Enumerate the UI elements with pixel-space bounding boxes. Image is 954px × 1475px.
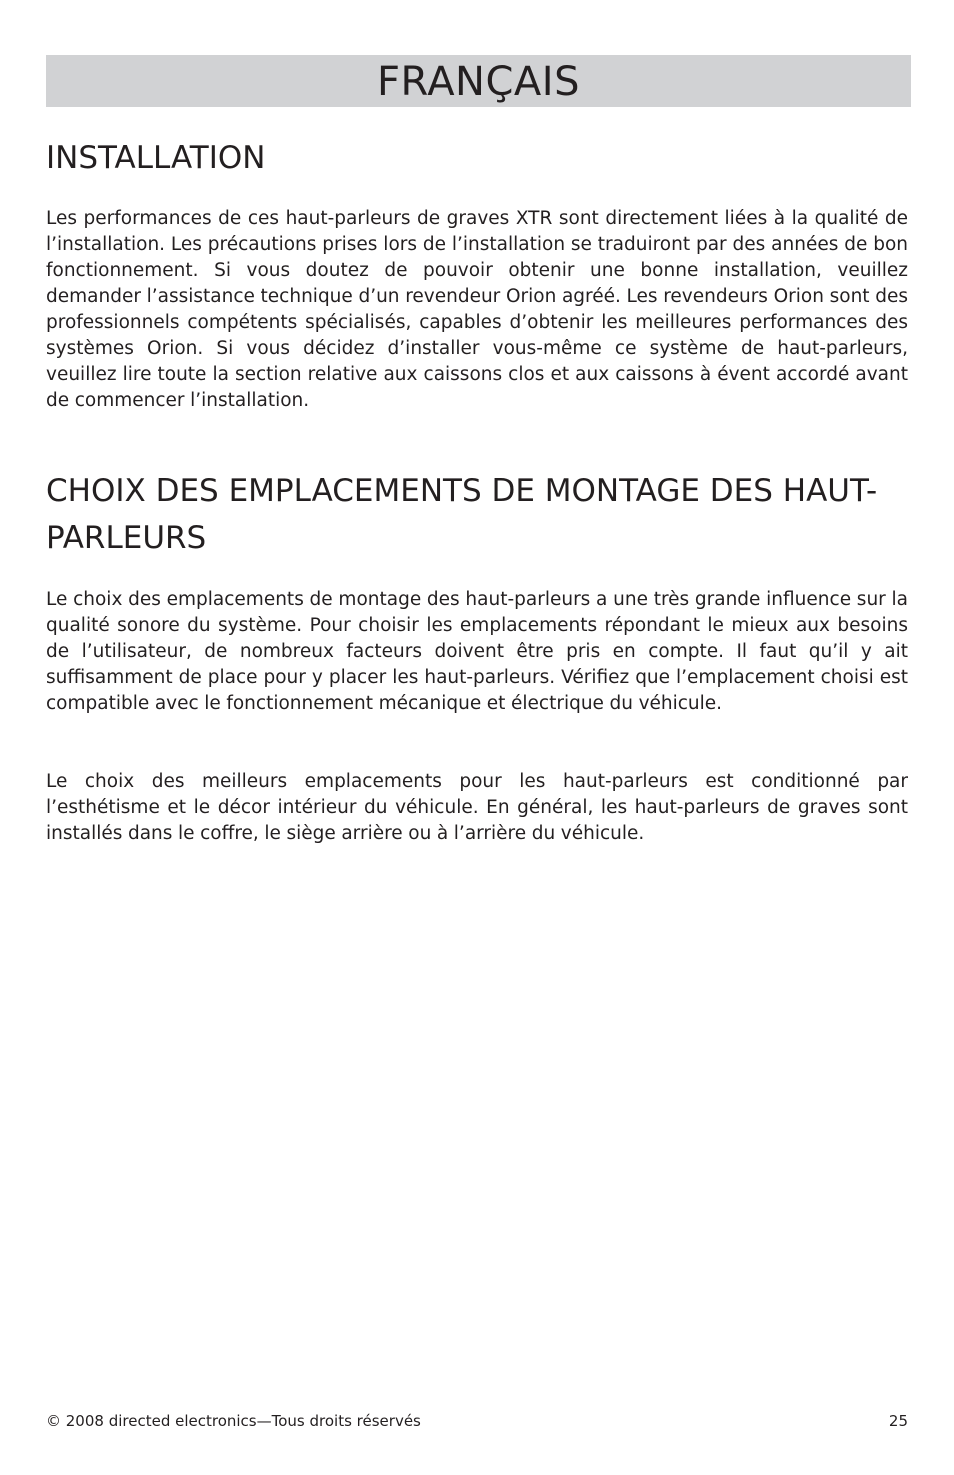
section-heading-installation: INSTALLATION <box>46 140 266 176</box>
footer-copyright: © 2008 directed electronics—Tous droits réservés <box>46 1412 421 1430</box>
section-heading-speaker-placement: CHOIX DES EMPLACEMENTS DE MONTAGE DES HAUT-PARLEURS <box>46 473 878 556</box>
paragraph-placement-1: Le choix des emplacements de montage des haut-parleurs a une très grande influence sur la qualité sonore du système. Pour choisir les emplacements répondant le mieux aux besoins de l’utilisateur, de nombreux facteurs doivent être pris en compte. Il faut qu’il y ait suffisamment de place pour y placer les haut-parleurs. Vérifiez que l’emplacement choisi est compatible avec le fonctionnement mécanique et électrique du véhicule. <box>46 589 908 714</box>
language-banner <box>46 55 911 107</box>
page-number: 25 <box>888 1412 908 1430</box>
paragraph-placement-2: Le choix des meilleurs emplacements pour les haut-parleurs est conditionné par l’esthétisme et le décor intérieur du véhicule. En général, les haut-parleurs de graves sont installés dans le coffre, le siège arrière ou à l’arrière du véhicule. <box>46 771 908 844</box>
paragraph-installation: Les performances de ces haut-parleurs de graves XTR sont directement liées à la qualité de l’installation. Les précautions prises lors de l’installation se traduiront par des années de bon fonctionnement. Si vous doutez de pouvoir obtenir une bonne installation, veuillez demander l’assistance technique d’un revendeur Orion agréé. Les revendeurs Orion sont des professionnels compétents spécialisés, capables d’obtenir les meilleures performances des systèmes Orion. Si vous décidez d’installer vous-même ce système de haut-parleurs, veuillez lire toute la section relative aux caissons clos et aux caissons à évent accordé avant de commencer l’installation. <box>46 208 908 411</box>
language-title: FRANÇAIS <box>377 59 580 105</box>
